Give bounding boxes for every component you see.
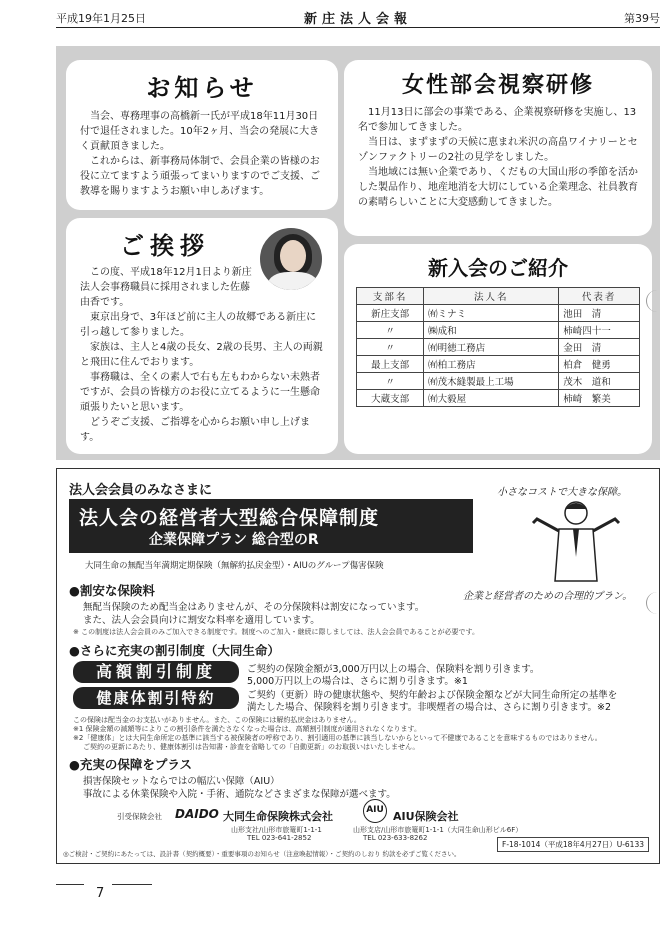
daido-company-name: 大同生命保険株式会社 xyxy=(223,810,333,823)
notice-paragraph: これからは、新事務局体制で、会員企業の皆様のお役に立てますよう頑張ってまいりますのでご支援、ご教導を賜りますようお願い申しあげます。 xyxy=(80,156,320,197)
branch-cell: 最上支部 xyxy=(357,356,424,373)
branch-cell: 〃 xyxy=(357,373,424,390)
ad-banner-sub: 企業保障プラン 総合型のR xyxy=(149,532,319,548)
greeting-paragraph: どうぞご支援、ご指導を心からお願い申し上げます。 xyxy=(80,417,310,443)
greeting-paragraph: 事務職は、全くの素人で右も左もわからない未熟者ですが、会員の皆様方のお役に立てるように一生懸命頑張りたいと思います。 xyxy=(80,372,320,413)
rep-cell: 柿崎 繁美 xyxy=(559,390,640,407)
new-members-title: 新入会のご紹介 xyxy=(428,256,568,280)
women-title: 女性部会視察研修 xyxy=(401,73,594,98)
issue-date: 平成19年1月25日 xyxy=(56,12,146,25)
greeting-article xyxy=(66,218,338,454)
discount-line: 満たした場合、保険料を割り引きます。非喫煙者の場合は、さらに割り引きます。※2 xyxy=(247,702,611,713)
rep-cell: 茂木 道和 xyxy=(559,373,640,390)
footer-rule xyxy=(56,884,84,885)
company-cell: ㈲ミナミ xyxy=(424,305,559,322)
healthy-discount-label: 健康体割引特約 xyxy=(73,687,239,709)
section-title-discount: ●さらに充実の割引制度（大同生命） xyxy=(69,643,280,658)
rep-cell: 池田 清 xyxy=(559,305,640,322)
aiu-logo: AIU xyxy=(363,799,387,823)
ad-slogan-bottom: 企業と経営者のための合理的プラン。 xyxy=(463,591,633,602)
new-members-table xyxy=(356,287,640,407)
column-header: 支部名 xyxy=(357,288,424,305)
ad-note: ご契約の更新にあたり、健康体割引は告知書・診査を省略しての「自動更新」のお取扱いはいたしません。 xyxy=(83,743,420,751)
aiu-tel: TEL 023-633-8262 xyxy=(363,834,428,842)
page-header xyxy=(56,6,660,28)
ad-footer-note: ◎ご検討・ご契約にあたっては、設計書（契約概要）・重要事項のお知らせ（注意喚起情報）・ご契約のしおり 約款を必ずご覧ください。 xyxy=(63,850,461,858)
discount-line: ご契約の保険金額が3,000万円以上の場合、保険料を割り引きます。 xyxy=(247,664,540,675)
company-cell: ㈲茂木縫製最上工場 xyxy=(424,373,559,390)
staff-portrait xyxy=(258,226,324,292)
ad-subtitle: 大同生命の無配当年満期定期保険（無解約払戻金型）・AIUのグループ傷害保険 xyxy=(85,561,384,571)
ad-note: ※1 保険金額の減額等によりこの割引条件を満たさなくなった場合は、高額割引制度が適用されなくなります。 xyxy=(73,725,421,733)
articles-panel xyxy=(56,46,660,460)
daido-address: 山形支社/山形市旅篭町1-1-1 xyxy=(231,826,322,834)
daido-logo: DAIDO xyxy=(175,807,219,821)
page-number: 7 xyxy=(96,886,105,901)
issue-number: 第39号 xyxy=(624,12,660,25)
section-note: ※ この制度は法人会会員のみご加入できる制度です。制度へのご加入・継続に際しましては、法人会会員であることが必要です。 xyxy=(73,628,479,636)
insurance-advertisement xyxy=(56,468,660,864)
businessman-illustration xyxy=(531,497,621,583)
discount-line: 5,000万円以上の場合は、さらに割り引きます。※1 xyxy=(247,676,468,687)
women-article xyxy=(344,60,652,236)
section-line: また、法人会会員向けに割安な料率を適用しています。 xyxy=(83,615,320,626)
aiu-address: 山形支店/山形市旅篭町1-1-1（大同生命山形ビル6F） xyxy=(353,826,523,834)
women-paragraph: 11月13日に部会の事業である、企業視察研修を実施し、13名で参加してきました。 xyxy=(358,107,637,133)
notice-title: お知らせ xyxy=(146,74,258,102)
ad-slogan-top: 小さなコストで大きな保障。 xyxy=(497,487,627,498)
table-row xyxy=(357,356,640,373)
ad-note: ※2「健康体」とは大同生命所定の基準に該当する被保険者の呼称であり、割引適用の基準に該当しないからといって不健康であることを意味するものではありません。 xyxy=(73,734,602,742)
table-row xyxy=(357,373,640,390)
company-cell: ㈲明徳工務店 xyxy=(424,339,559,356)
branch-cell: 大蔵支部 xyxy=(357,390,424,407)
section-title-cheap: ●割安な保険料 xyxy=(69,583,155,598)
ad-note: この保険は配当金のお支払いがありません。また、この保険には解約払戻金はありません。 xyxy=(73,716,361,724)
ad-code: F-18-1014（平成18年4月27日）U-6133 xyxy=(497,837,649,852)
table-header-row xyxy=(357,288,640,305)
ad-lead: 法人会会員のみなさまに xyxy=(69,483,213,498)
column-header: 代表者 xyxy=(559,288,640,305)
women-paragraph: 当日は、まずまずの天候に恵まれ米沢の高畠ワイナリーとセゾンファクトリーの2社の見学をしました。 xyxy=(358,137,638,163)
section-line: 損害保険セットならではの幅広い保障（AIU） xyxy=(83,776,280,787)
binder-hole xyxy=(646,592,668,614)
binder-hole xyxy=(646,290,668,312)
greeting-paragraph: この度、平成18年12月1日より新庄法人会事務職員に採用されました佐藤由香です。 xyxy=(80,267,252,308)
company-cell: ㈲大毅屋 xyxy=(424,390,559,407)
high-amount-discount-label: 高額割引制度 xyxy=(73,661,239,683)
ad-banner xyxy=(69,499,473,553)
branch-cell: 〃 xyxy=(357,339,424,356)
notice-article xyxy=(66,60,338,210)
table-row xyxy=(357,305,640,322)
branch-cell: 〃 xyxy=(357,322,424,339)
column-header: 法人名 xyxy=(424,288,559,305)
insurer-label: 引受保険会社 xyxy=(117,812,162,821)
discount-line: ご契約（更新）時の健康状態や、契約年齢および保険金額などが大同生命所定の基準を xyxy=(247,690,618,701)
rep-cell: 柿崎四十一 xyxy=(559,322,640,339)
daido-tel: TEL 023-641-2852 xyxy=(247,834,312,842)
section-line: 事故による休業保険や入院・手術、通院などさまざまな保障が選べます。 xyxy=(83,789,396,800)
greeting-paragraph: 家族は、主人と4歳の長女、2歳の長男、主人の両親と飛田に住んでおります。 xyxy=(80,342,323,368)
company-cell: ㈱成和 xyxy=(424,322,559,339)
section-title-coverage: ●充実の保障をプラス xyxy=(69,757,193,772)
table-row xyxy=(357,322,640,339)
newsletter-title: 新庄法人会報 xyxy=(303,12,412,27)
greeting-title: ご挨拶 xyxy=(120,232,210,260)
branch-cell: 新庄支部 xyxy=(357,305,424,322)
section-line: 無配当保険のため配当金はありませんが、その分保険料は割安になっています。 xyxy=(83,602,425,613)
aiu-company-name: AIU保険会社 xyxy=(393,810,459,823)
table-row xyxy=(357,339,640,356)
ad-banner-main: 法人会の経営者大型総合保障制度 xyxy=(79,507,380,529)
footer-rule xyxy=(112,884,152,885)
table-row xyxy=(357,390,640,407)
greeting-paragraph: 東京出身で、3年ほど前に主人の故郷である新庄に引っ越して参りました。 xyxy=(80,312,317,338)
rep-cell: 柏倉 健勇 xyxy=(559,356,640,373)
women-paragraph: 当地域には無い企業であり、くだもの大国山形の季節を活かした製品作り、地産地消を大切にしている企業理念、社員教育の素晴らしいことに大変感動してきました。 xyxy=(358,167,638,208)
company-cell: ㈲柏工務店 xyxy=(424,356,559,373)
rep-cell: 金田 清 xyxy=(559,339,640,356)
notice-paragraph: 当会、専務理事の高橋新一氏が平成18年11月30日付で退任されました。10年2ヶ月、当会の発展に大きく貢献頂きました。 xyxy=(80,111,320,152)
new-members-article xyxy=(344,244,652,454)
